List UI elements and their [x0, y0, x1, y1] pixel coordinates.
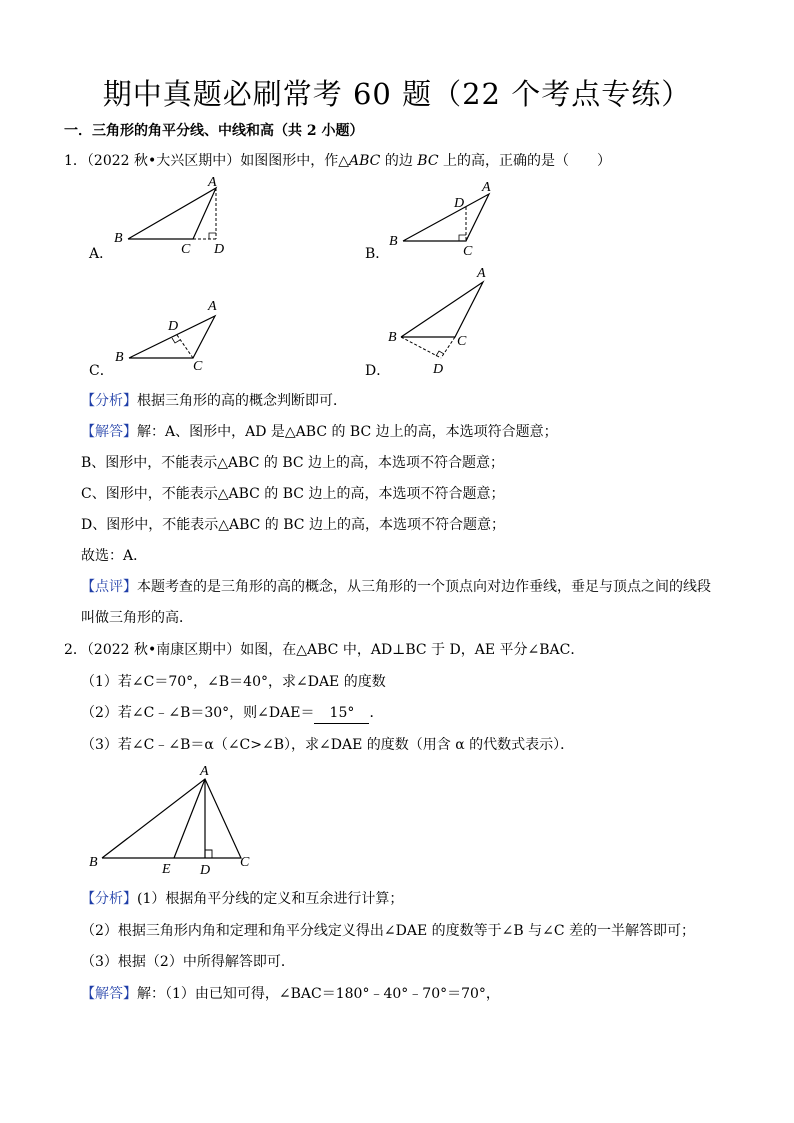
figure-b	[389, 180, 491, 259]
q2-analysis-2: （2）根据三角形内角和定理和角平分线定义得出∠DAE 的度数等于∠B 与∠C 差的一半解答即可；	[81, 923, 696, 939]
label-c: C	[463, 244, 473, 259]
q1-analysis: 【分析】根据三角形的高的概念判断即可．	[81, 393, 347, 409]
label-d: D	[168, 319, 179, 334]
figure-q2	[89, 764, 250, 878]
q1-answer-1: 【解答】解：A、图形中，AD 是△ABC 的 BC 边上的高，本选项符合题意；	[81, 424, 558, 440]
q2-stem: 2．（2022 秋•南康区期中）如图，在△ABC 中，AD⊥BC 于 D，AE 平分∠BAC．	[64, 642, 585, 658]
q1-answer-4: D、图形中，不能表示△ABC 的 BC 边上的高，本选项不符合题意；	[81, 517, 505, 533]
option-c-label: C．	[89, 363, 114, 379]
page-title: 期中真题必刷常考 60 题（22 个考点专练）	[102, 77, 692, 111]
q2-part-2: （2）若∠C﹣∠B＝30°，则∠DAE＝ 15° ．	[81, 703, 383, 724]
label-c: C	[240, 855, 250, 870]
label-b: B	[389, 234, 398, 249]
label-b: B	[388, 330, 397, 345]
q2-part-1: （1）若∠C＝70°，∠B＝40°，求∠DAE 的度数	[81, 674, 386, 690]
figure-d	[388, 266, 486, 377]
label-d: D	[454, 196, 465, 211]
figure-a	[114, 175, 224, 257]
section-heading: 一．三角形的角平分线、中线和高（共 2 小题）	[64, 123, 364, 139]
label-a: A	[482, 180, 491, 195]
label-e: E	[162, 862, 171, 877]
label-b: B	[115, 350, 124, 365]
q1-answer-3: C、图形中，不能表示△ABC 的 BC 边上的高，本选项不符合题意；	[81, 486, 505, 502]
option-b-label: B．	[365, 246, 390, 262]
label-c: C	[457, 334, 467, 349]
label-c: C	[181, 242, 191, 257]
option-a-label: A．	[89, 246, 114, 262]
label-b: B	[114, 231, 123, 246]
figure-c	[115, 299, 217, 374]
q2-part-3: （3）若∠C﹣∠B＝α（∠C>∠B），求∠DAE 的度数（用含 α 的代数式表示）．	[81, 737, 575, 753]
label-d: D	[214, 242, 225, 257]
label-a: A	[200, 764, 209, 779]
label-a: A	[208, 175, 217, 190]
q1-answer-2: B、图形中，不能表示△ABC 的 BC 边上的高，本选项不符合题意；	[81, 455, 505, 471]
q1-comment-1: 【点评】本题考查的是三角形的高的概念，从三角形的一个顶点向对边作垂线，垂足与顶点之间的线段	[81, 579, 711, 595]
label-b: B	[89, 855, 98, 870]
q2-analysis-3: （3）根据（2）中所得解答即可．	[81, 954, 295, 970]
label-d: D	[200, 863, 211, 878]
q2-answer-1: 【解答】解：（1）由已知可得，∠BAC＝180°﹣40°﹣70°＝70°，	[81, 986, 500, 1002]
label-a: A	[208, 299, 217, 314]
label-a: A	[477, 266, 486, 281]
option-d-label: D．	[365, 363, 391, 379]
label-d: D	[433, 362, 444, 377]
q2-analysis-1: 【分析】(1）根据角平分线的定义和互余进行计算；	[81, 891, 404, 907]
q1-answer-5: 故选：A．	[81, 548, 148, 564]
q1-stem: 1．（2022 秋•大兴区期中）如图图形中，作△ABC 的边 BC 上的高，正确的是（ ）	[64, 153, 612, 169]
q1-comment-2: 叫做三角形的高．	[81, 610, 193, 626]
label-c: C	[193, 359, 203, 374]
q2-answer-blank: 15°	[314, 703, 369, 724]
